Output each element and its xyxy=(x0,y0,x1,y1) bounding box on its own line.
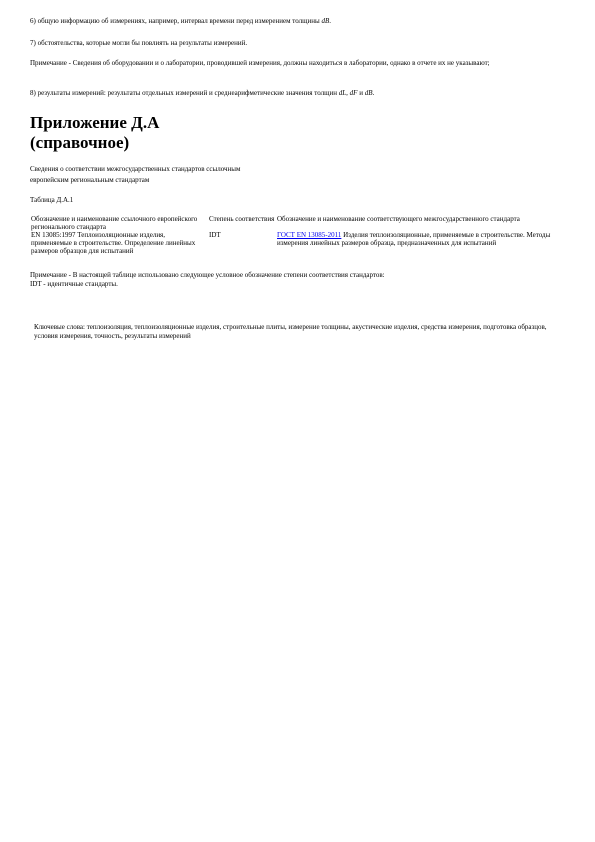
cell-european-standard: EN 13085:1997 Теплоизоляционные изделия, применяемые в строительстве. Определение линейных размеров образцов для испытаний xyxy=(31,231,196,255)
item-6-variable: dB xyxy=(321,17,330,25)
header-cell-european-standard: Обозначение и наименование ссылочного европейского регионального стандарта xyxy=(31,215,198,231)
header-cell-interstate-standard: Обозначение и наименование соответствующего межгосударственного стандарта xyxy=(277,215,520,223)
item-7-paragraph: 7) обстоятельства, которые могли бы повлиять на результаты измерений. xyxy=(30,39,248,47)
item-8-end: . xyxy=(372,89,375,97)
gost-title: Изделия теплоизоляционные, применяемые в строительстве. Методы измерения линейных размеров образца, предназначенных для испытаний xyxy=(277,231,551,247)
correspondence-table xyxy=(30,215,558,255)
table-note-line2: IDT - идентичные стандарты. xyxy=(30,280,118,288)
table-header-row xyxy=(30,215,558,231)
keywords-paragraph: Ключевые слова: теплоизоляция, теплоизоляционные изделия, строительные плиты, измерение толщины, акустические изделия, средства измерения, подготовка образцов, условия измерения, точность, результаты измерений xyxy=(34,323,547,340)
table-row xyxy=(30,231,558,255)
table-note-line1: Примечание - В настоящей таблице использовано следующее условное обозначение степени соответствия стандартов: xyxy=(30,271,385,279)
appendix-description-line1: Сведения о соответствии межгосударственных стандартов ссылочным xyxy=(30,165,241,173)
item-8-sep2: и xyxy=(357,89,365,97)
item-6-paragraph xyxy=(30,17,560,26)
appendix-title: Приложение Д.А xyxy=(30,113,160,132)
table-label: Таблица Д.А.1 xyxy=(30,196,74,204)
item-8-var-db: dB xyxy=(364,89,373,97)
appendix-description-line2: европейским региональным стандартам xyxy=(30,176,150,184)
cell-interstate-standard xyxy=(276,231,558,255)
header-cell-degree: Степень соответствия xyxy=(209,215,275,223)
item-8-var-df: dF xyxy=(349,89,358,97)
note-paragraph: Примечание - Сведения об оборудовании и о лаборатории, проводившей измерения, должны находиться в лаборатории, однако в отчете их не указывают; xyxy=(30,59,490,67)
item-8-paragraph xyxy=(30,89,560,98)
appendix-subtitle-type: (справочное) xyxy=(30,133,130,152)
item-6-end: . xyxy=(329,17,331,25)
item-8-sep1: , xyxy=(346,89,350,97)
cell-degree: IDT xyxy=(209,231,221,239)
item-8-text: 8) результаты измерений: результаты отдельных измерений и среднеарифметические значения толщин xyxy=(30,89,339,97)
item-8-var-dl: dL xyxy=(338,89,347,97)
item-6-text: 6) общую информацию об измерениях, например, интервал времени перед измерением толщины xyxy=(30,17,322,25)
gost-link[interactable]: ГОСТ EN 13085-2011 xyxy=(277,231,342,239)
